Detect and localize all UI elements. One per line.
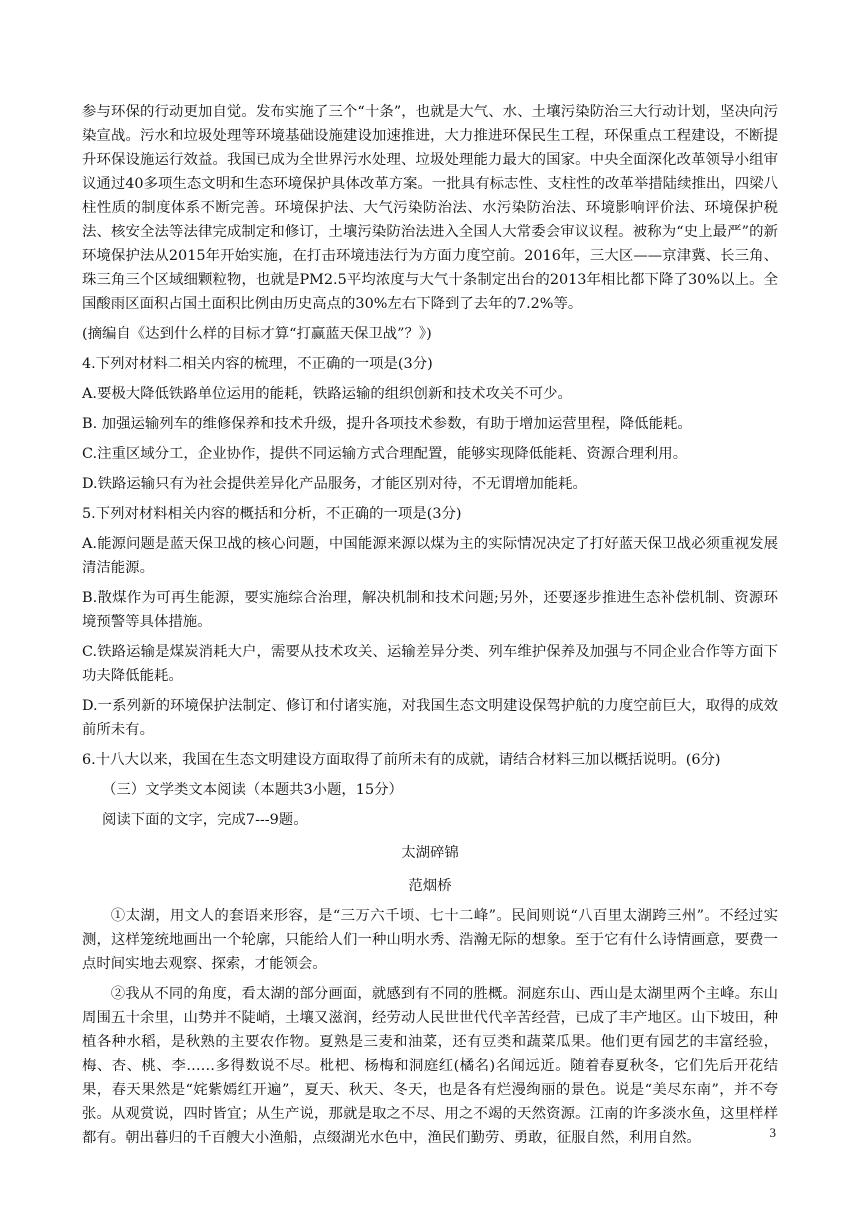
question-6-stem: 6.十八大以来，我国在生态文明建设方面取得了前所未有的成就，请结合材料三加以概括说明。(6分) <box>82 752 721 768</box>
question-4-option-c: C.注重区域分工，企业协作，提供不同运输方式合理配置，能够实现降低能耗、资源合理利用。 <box>82 446 688 462</box>
question-5-stem: 5.下列对材料相关内容的概括和分析，不正确的一项是(3分) <box>82 506 462 522</box>
section-3-heading: （三）文学类文本阅读（本题共3小题，15分） <box>102 782 403 798</box>
question-5-option-c: C.铁路运输是煤炭消耗大户，需要从技术攻关、运输差异分类、列车维护保养及加强与不同企业合作等方面下功夫降低能耗。 <box>82 644 778 684</box>
question-4-option-d: D.铁路运输只有为社会提供差异化产品服务，才能区别对待，不无谓增加能耗。 <box>82 476 587 492</box>
section-3-instruction: 阅读下面的文字，完成7---9题。 <box>102 812 308 828</box>
question-4-option-a: A.要极大降低铁路单位运用的能耗，铁路运输的组织创新和技术攻关不可少。 <box>82 386 572 402</box>
article-author: 范烟桥 <box>408 878 452 894</box>
page-number: 3 <box>769 1125 776 1140</box>
material3-paragraph: 参与环保的行动更加自觉。发布实施了三个“十条”，也就是大气、水、土壤污染防治三大行动计划，坚决向污染宣战。污水和垃圾处理等环境基础设施建设加速推进，大力推进环保民生工程，环保重点工程建设，不断提升环保设施运行效益。我国已成为全世界污水处理、垃圾处理能力最大的国家。中央全面深化改革领导小组审议通过40多项生态文明和生态环境保护具体改革方案。一批具有标志性、支柱性的改革举措陆续推出，四梁八柱性质的制度体系不断完善。环境保护法、大气污染防治法、水污染防治法、环境影响评价法、环境保护税法、核安全法等法律完成制定和修订，土壤污染防治法进入全国人大常委会审议议程。被称为“史上最严”的新环境保护法从2015年开始实施，在打击环境违法行为方面力度空前。2016年，三大区——京津冀、长三角、珠三角三个区域细颗粒物，也就是PM2.5平均浓度与大气十条制定出台的2013年相比都下降了30%以上。全国酸雨区面积占国土面积比例由历史高点的30%左右下降到了去年的7.2%等。 <box>82 104 778 312</box>
article-paragraph-1: ①太湖，用文人的套语来形容，是“三万六千顷、七十二峰”。民间则说“八百里太湖跨三州”。不经过实测，这样笼统地画出一个轮廓，只能给人们一种山明水秀、浩瀚无际的想象。至于它有什么诗情画意，要费一点时间实地去观察、探索，才能领会。 <box>82 908 778 972</box>
document-page <box>82 100 778 1150</box>
question-5-option-a: A.能源问题是蓝天保卫战的核心问题，中国能源来源以煤为主的实际情况决定了打好蓝天保卫战必须重视发展清洁能源。 <box>82 536 778 576</box>
question-4-stem: 4.下列对材料二相关内容的梳理，不正确的一项是(3分) <box>82 356 433 372</box>
question-5-option-b: B.散煤作为可再生能源，要实施综合治理，解决机制和技术问题;另外，还要逐步推进生态补偿机制、资源环境预警等具体措施。 <box>82 590 778 630</box>
question-5-option-d: D.一系列新的环境保护法制定、修订和付诸实施，对我国生态文明建设保驾护航的力度空前巨大，取得的成效前所未有。 <box>82 698 778 738</box>
article-paragraph-2: ②我从不同的角度，看太湖的部分画面，就感到有不同的胜概。洞庭东山、西山是太湖里两个主峰。东山周围五十余里，山势并不陡峭，土壤又滋润，经劳动人民世世代代辛苦经营，已成了丰产地区。山下坡田，种植各种水稻，是秋熟的主要农作物。夏熟是三麦和油菜，还有豆类和蔬菜瓜果。他们更有园艺的丰富经验，梅、杏、桃、李……多得数说不尽。枇杷、杨梅和洞庭红(橘名)名闻远近。随着春夏秋冬，它们先后开花结果，春天果然是“姹紫嫣红开遍”，夏天、秋天、冬天，也是各有烂漫绚丽的景色。说是“美尽东南”，并不夸张。从观赏说，四时皆宜；从生产说，那就是取之不尽、用之不竭的天然资源。江南的许多淡水鱼，这里样样都有。朝出暮归的千百艘大小渔船，点缀湖光水色中，渔民们勤劳、勇敢，征服自然，利用自然。 <box>82 986 778 1146</box>
question-4-option-b: B. 加强运输列车的维修保养和技术升级，提升各项技术参数，有助于增加运营里程，降低能耗。 <box>82 416 692 432</box>
source-note: (摘编自《达到什么样的目标才算“打赢蓝天保卫战”？》) <box>82 326 432 342</box>
article-title: 太湖碎锦 <box>401 845 459 861</box>
